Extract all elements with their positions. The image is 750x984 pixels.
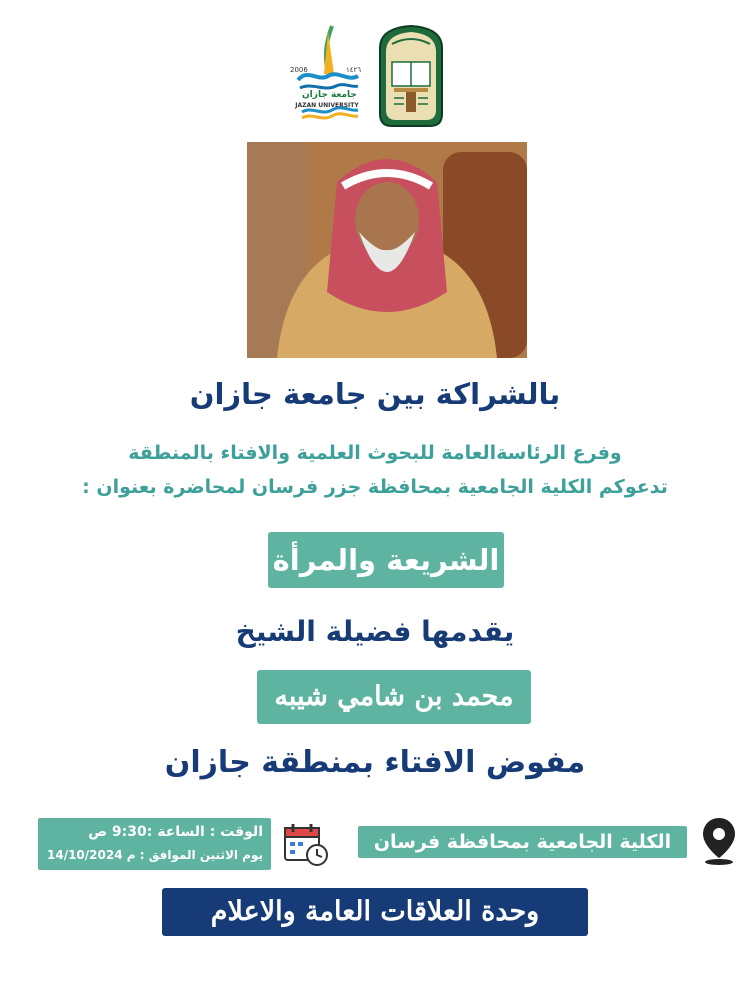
location-pin-icon [700, 816, 738, 866]
footer-department: وحدة العلاقات العامة والاعلام الجامعي [162, 888, 588, 936]
ifta-presidency-emblem [372, 22, 450, 128]
calendar-clock-icon [282, 820, 330, 868]
presented-by: يقدمها فضيلة الشيخ [235, 615, 515, 648]
jazan-caption: JAZAN UNIVERSITY [295, 102, 359, 109]
invite-line-1: وفرع الرئاسةالعامة للبحوث العلمية والافتاء بالمنطقة [128, 442, 622, 464]
speaker-role: مفوض الافتاء بمنطقة جازان [164, 745, 586, 780]
jazan-arabic-name: جامعة جازان [302, 90, 357, 100]
jazan-year-gregorian: 2006 [290, 66, 308, 74]
event-location: الكلية الجامعية بمحافظة فرسان [358, 826, 687, 858]
invite-line-2: تدعوكم الكلية الجامعية بمحافظة جزر فرسان لمحاضرة بعنوان : [82, 476, 668, 498]
partnership-heading: بالشراكة بين جامعة جازان [189, 377, 561, 411]
jazan-university-logo [288, 22, 366, 122]
event-time: الوقت : الساعة :9:30 ص [88, 824, 263, 840]
event-time-date-box [38, 818, 271, 870]
speaker-photo [247, 142, 527, 358]
event-date: يوم الاثنين الموافق : م 14/10/2024 [47, 848, 263, 862]
speaker-name: محمد بن شامي شيبه [257, 670, 531, 724]
lecture-title: الشريعة والمرأة [268, 532, 504, 588]
jazan-year-hijri: ١٤٢٦ [346, 66, 362, 74]
